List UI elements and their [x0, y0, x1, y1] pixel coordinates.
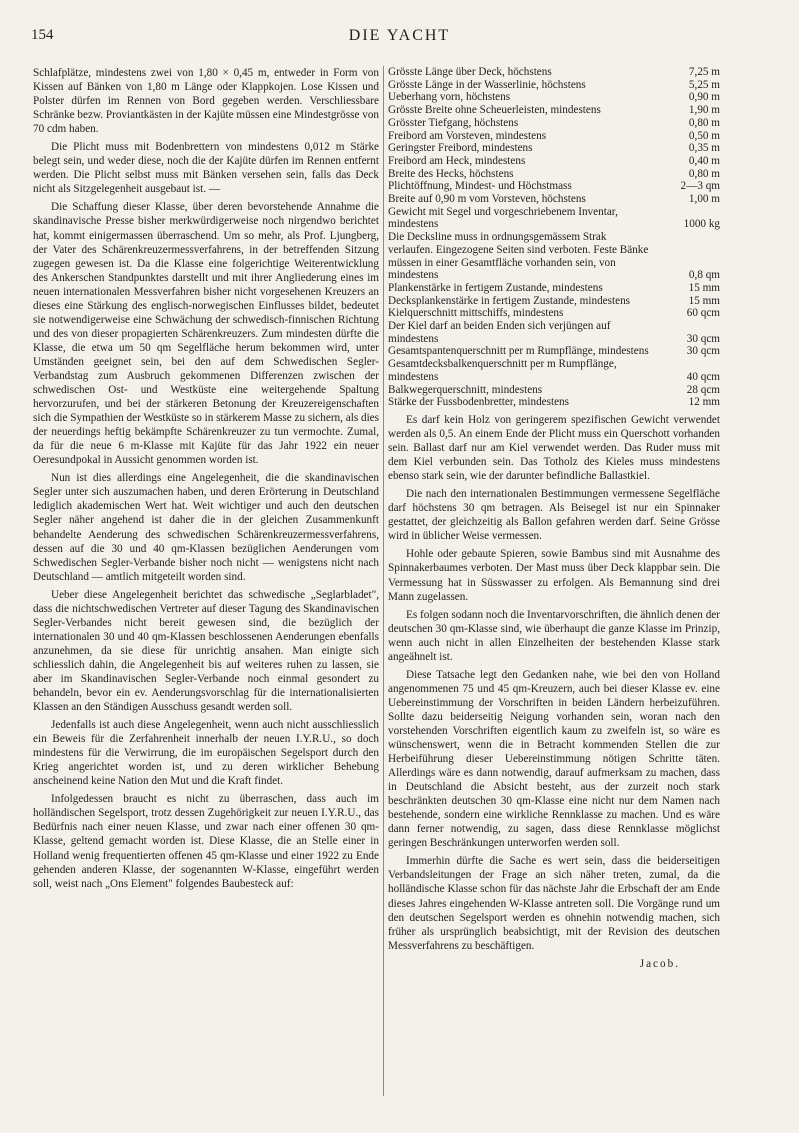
- paragraph: Es folgen sodann noch die Inventarvorschriften, die ähnlich denen der deutschen 30 qm-Klasse sind, wie überhaupt die ganze Klasse im Prinzip, wenn auch nicht in allen Einzelheiten der bestehenden Klasse stark angeähnelt ist.: [388, 608, 720, 663]
- spec-row: [388, 79, 720, 92]
- spec-label: Breite des Hecks, höchstens: [388, 167, 514, 180]
- spec-value: 15 mm: [688, 281, 720, 294]
- spec-value: 30 qcm: [686, 332, 720, 345]
- spec-row: [388, 320, 720, 345]
- spec-row: [388, 130, 720, 143]
- spec-value: 0,90 m: [688, 91, 720, 104]
- paragraph: Die Plicht muss mit Bodenbrettern von mindestens 0,012 m Stärke belegt sein, und weder diese, noch die der Kajüte dürfen im Rennen entfernt werden. Die Plicht selbst muss mit Bänken versehen sein, falls das Deck nicht als Sitzgelegenheit ausgebaut ist. —: [33, 141, 379, 196]
- spec-row: [388, 117, 720, 130]
- spec-row: [388, 307, 720, 320]
- author-signature: Jacob.: [639, 957, 680, 970]
- spec-row: [388, 282, 720, 295]
- specifications-table: [388, 66, 720, 409]
- paragraph: Immerhin dürfte die Sache es wert sein, dass die beiderseitigen Verbandsleitungen der Frage an sich näher treten, zumal, da die holländische Klasse schon für das nächste Jahr die Erbschaft der am Ende dieses Jahres eingehenden W-Klasse antreten soll. Die Vorgänge rund um den deutschen Segelsport werden es ohnehin notwendig machen, sich früher als ursprünglich beabsichtigt, mit der Revision des deutschen Messverfahrens zu beschäftigen.: [388, 855, 720, 952]
- spec-row: [388, 193, 720, 206]
- spec-value: 60 qcm: [686, 307, 720, 320]
- spec-label: Geringster Freibord, mindestens: [388, 142, 533, 155]
- spec-row: [388, 396, 720, 409]
- spec-label: Der Kiel darf an beiden Enden sich verjüngen auf mindestens: [388, 320, 611, 345]
- spec-value: 1,00 m: [688, 193, 720, 206]
- spec-row: [388, 358, 720, 383]
- spec-label: Grösste Länge über Deck, höchstens: [388, 66, 552, 78]
- spec-label: Decksplankenstärke in fertigem Zustande, mindestens: [388, 294, 631, 307]
- spec-value: 0,35 m: [688, 142, 720, 155]
- left-column: [33, 66, 379, 895]
- spec-value: 0,80 m: [688, 116, 720, 129]
- spec-label: Kielquerschnitt mittschiffs, mindestens: [388, 307, 564, 320]
- spec-value: 0,50 m: [688, 129, 720, 142]
- spec-row: [388, 206, 720, 231]
- spec-row: [388, 295, 720, 308]
- spec-value: 1000 kg: [683, 218, 720, 231]
- spec-label: Gewicht mit Segel und vorgeschriebenem Inventar, mindestens: [388, 205, 618, 231]
- spec-label: Grösster Tiefgang, höchstens: [388, 116, 519, 129]
- paragraph: Es darf kein Holz von geringerem spezifischen Gewicht verwendet werden als 0,5. An einem Ende der Plicht muss ein Querschott vorhanden sein. Ballast darf nur am Kiel verwendet werden. Das Ruder muss mit dem Kiel verbunden sein. Das Totholz des Kieles muss mindestens ebenso stark sein, wie der darunter befindliche Ballastkiel.: [388, 413, 720, 483]
- spec-value: 5,25 m: [688, 78, 720, 91]
- spec-row: [388, 384, 720, 397]
- spec-value: 30 qcm: [686, 345, 720, 358]
- spec-label: Plichtöffnung, Mindest- und Höchstmass: [388, 180, 572, 193]
- paragraph: Diese Tatsache legt den Gedanken nahe, wie bei den von Holland angenommenen 75 und 45 qm-Kreuzern, auch bei dieser Klasse ev. eine Uebereinstimmung der Vorschriften in beiden Ländern herbeizuführen. Sollte dazu beiderseitig Neigung vorhanden sein, woran nach den vorstehenden Vorschriften eigentlich kaum zu zweifeln ist, so wäre es wünschenswert, wenn die in Betracht kommenden Stellen die zur Herbeiführung dieser Uebereinstimmung nötigen Schritte täten. Allerdings wäre es dann notwendig, darauf aufmerksam zu machen, dass in Deutschland die Absicht besteht, aus der zurzeit noch stark beschränkten deutschen 30 qm-Klasse eine nicht nur dem Namen nach bestehende, sondern eine wirkliche Rennklasse zu machen. Und es wäre dann ferner notwendig, zu sagen, dass diese Rennklasse möglichst geringen Beschränkungen unterworfen werden soll.: [388, 668, 720, 850]
- spec-value: 40 qcm: [686, 370, 720, 383]
- paragraph: Jedenfalls ist auch diese Angelegenheit, wenn auch nicht ausschliesslich ein Beweis für die Zerfahrenheit innerhalb der neuen I.Y.R.U., so doch mindestens für die Verwirrung, die im europäischen Segelsport durch den Krieg angerichtet worden ist, und zu deren wirklicher Behebung anscheinend keine Nation den Mut und die Kraft findet.: [33, 719, 379, 788]
- spec-label: Grösste Länge in der Wasserlinie, höchstens: [388, 78, 586, 91]
- spec-value: 12 mm: [688, 396, 720, 409]
- spec-row: [388, 104, 720, 117]
- spec-label: Stärke der Fussbodenbretter, mindestens: [388, 396, 569, 409]
- magazine-title: DIE YACHT: [348, 27, 451, 44]
- spec-row: [388, 66, 720, 79]
- paragraph: Ueber diese Angelegenheit berichtet das schwedische „Seglarbladet", dass die nichtschwedischen Vertreter auf dieser Tagung des Skandinavischen Segler-Verbandes nicht bereit gewesen sind, die bezüglich der internationalen 30 und 40 qm-Klassen beschlossenen Aenderungen ebenfalls anzunehmen, da sie diese für unrichtig ansahen. Man einigte sich schliesslich dahin, die Angelegenheit bis auf weiteres ruhen zu lassen, sie aber im Skandinavischen Segler-Verbande noch einmal gesondert zu behandeln, bevor ein ev. Aenderungsvorschlag für die internationalisierten Klassen an den Ständigen Ausschuss gesandt werden soll.: [33, 588, 379, 714]
- spec-value: 15 mm: [688, 294, 720, 307]
- paragraph: Schlafplätze, mindestens zwei von 1,80 × 0,45 m, entweder in Form von Kissen auf Bänken von 1,80 m Länge oder Klappkojen. Lose Kissen und Polster dürfen im Rennen von Bord gegeben werden. Verschliessbare Schränke bezw. Proviantkästen in der Kajüte müssen eine Mindestgrösse von 70 cdm haben.: [33, 67, 380, 136]
- spec-value: 0,8 qm: [688, 269, 720, 282]
- spec-row: [388, 180, 720, 193]
- right-column: [388, 66, 720, 971]
- spec-label: Freibord am Vorsteven, mindestens: [388, 129, 547, 142]
- spec-value: 0,80 m: [688, 167, 720, 180]
- spec-label: Freibord am Heck, mindestens: [388, 154, 526, 167]
- spec-label: Gesamtdecksbalkenquerschnitt per m Rumpflänge, mindestens: [388, 358, 617, 383]
- spec-row: [388, 345, 720, 358]
- spec-row: [388, 168, 720, 181]
- spec-row: [388, 91, 720, 104]
- page-number: 154: [31, 27, 54, 43]
- spec-label: Grösste Breite ohne Scheuerleisten, mindestens: [388, 104, 601, 117]
- spec-row: [388, 155, 720, 168]
- spec-value: 1,90 m: [688, 104, 720, 117]
- spec-value: 0,40 m: [688, 154, 720, 167]
- spec-label: Balkwegerquerschnitt, mindestens: [388, 383, 543, 396]
- paragraph: Infolgedessen braucht es nicht zu überraschen, dass auch im holländischen Segelsport, trotz dessen Zugehörigkeit zur neuen I.Y.R.U., das Bedürfnis nach einer neuen Klasse, und zwar nach einer offenen 30 qm-Klasse, geltend gemacht worden ist. Diese Klasse, die an Stelle einer in Holland wenig frequentierten offenen 45 qm-Klasse und einer 1922 zu Ende gehenden anderen Klasse, der sogenannten W-Klasse, eingeführt werden soll, weist nach „Ons Element" folgendes Baubesteck auf:: [33, 793, 379, 890]
- spec-value: 7,25 m: [688, 66, 720, 78]
- paragraph: Nun ist dies allerdings eine Angelegenheit, die die skandinavischen Segler unter sich auszumachen haben, und deren Erörterung in Deutschland lediglich akademischen Wert hat. Weit wichtiger und auch den deutschen Segler näher angehend ist daher die in der gleichen Zusammenkunft behandelte Aenderung des schwedischen Schärenkreuzermessverfahrens, dessen auf die 30 und 40 qm-Klassen bezüglichen Aenderungen vom Schwedischen Segler-Verbande bisher noch nicht — wenigstens nicht nach Deutschland — amtlich mitgeteilt worden sind.: [33, 472, 379, 583]
- spec-row: [388, 142, 720, 155]
- paragraph: Die Schaffung dieser Klasse, über deren bevorstehende Annahme die skandinavische Presse bisher merkwürdigerweise noch nirgendwo berichtet hat, kommt einigermassen überraschend. Um so mehr, als Prof. Ljungberg, der Vater des Schärenkreuzermessverfahrens, in der betreffenden Sitzung zugegen gewesen ist. Da die Klasse eine folgerichtige Weiterentwicklung des Ankerschen Standpunktes darstellt und mit ihrer Angliederung eines im neuen internationalen Messverfahren bisher nicht vorgesehenen Kreuzers an dieses eine Stärkung des englisch-norwegischen Einflusses bildet, bedeutet sie notwendigerweise eine Schwächung der schwedisch-finnischen Richtung und des von dieser propagierten Schärenkreuzers. Zum mindesten dürfte die Klasse, die etwa um 50 qm Segelfläche herum bekommen wird, unter Umständen geeignet sein, bei den auf dem Schwedischen Segler-Verbandstag zum Ausbruch gekommenen Differenzen zwischen der schwedischen Ost- und Westküste eine weitergehende Spaltung hervorzurufen, und bei der stärkeren Betonung der Kreuzereigenschaften sich die Sympathien der Westküste so in stärkerem Masse zu sichern, als dies der neuerdings heftig bekämpfte Schärenkreuzer zu tun vermochte. Zumal, da für die neue 6 m-Klasse mit Kajüte für das Jahr 1922 ein neuer Oeresundpokal in Aussicht genommen worden ist.: [33, 201, 379, 467]
- paragraph: Die nach den internationalen Bestimmungen vermessene Segelfläche darf höchstens 30 qm betragen. Als Beisegel ist nur ein Spinnaker gestattet, der gleichzeitig als Ballon gefahren werden darf. Seine Grösse wird in üblicher Weise vermessen.: [388, 488, 720, 543]
- spec-label: Breite auf 0,90 m vom Vorsteven, höchstens: [388, 193, 586, 206]
- spec-label: Gesamtspantenquerschnitt per m Rumpflänge, mindestens: [388, 345, 649, 358]
- spec-row: [388, 231, 720, 282]
- spec-label: Ueberhang vorn, höchstens: [388, 91, 511, 104]
- spec-value: 28 qcm: [686, 383, 720, 396]
- spec-value: 2—3 qm: [680, 180, 720, 193]
- column-divider: [383, 66, 384, 1096]
- paragraph: Hohle oder gebaute Spieren, sowie Bambus sind mit Ausnahme des Spinnakerbaumes verboten. Der Mast muss über Deck klappbar sein. Die Vermessung hat in Süsswasser zu erfolgen. Als Bemannung sind drei Mann zugelassen.: [388, 548, 720, 603]
- spec-label: Plankenstärke in fertigem Zustande, mindestens: [388, 281, 603, 294]
- spec-label: Die Decksline muss in ordnungsgemässem Strak verlaufen. Eingezogene Seiten sind verboten. Feste Bänke müssen in einer Gesamtfläche vorhanden sein, von mindestens: [388, 231, 649, 282]
